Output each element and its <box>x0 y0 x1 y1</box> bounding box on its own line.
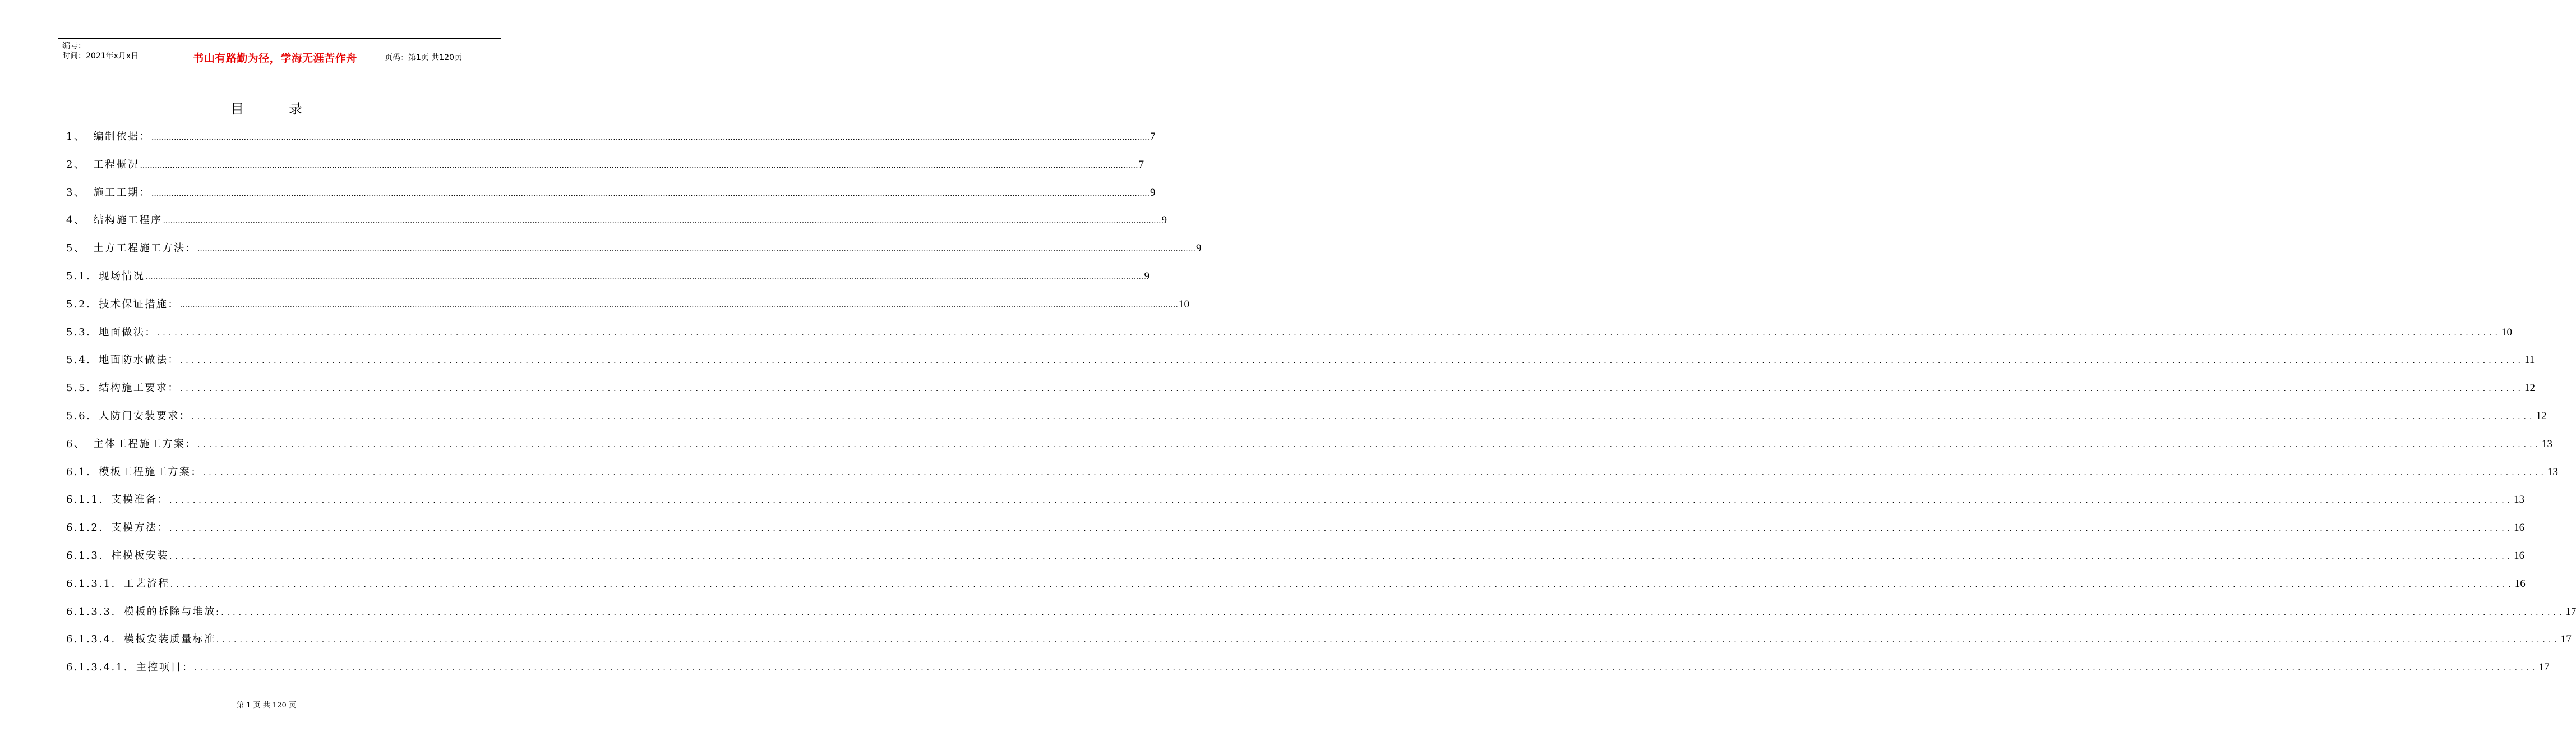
toc-entry-page: 13 <box>2514 494 2525 506</box>
toc-title-left: 目 <box>230 101 244 117</box>
toc-entry-title: 编制依据： <box>93 131 151 142</box>
toc-entry-number: 6.1.3.4. <box>66 633 116 646</box>
toc-entry[interactable] <box>66 489 2525 517</box>
toc-entry[interactable] <box>66 126 1156 154</box>
toc-entry-page: 17 <box>2560 633 2572 646</box>
toc-entry-title: 结构施工要求： <box>99 382 179 394</box>
toc-entry-page: 17 <box>2538 661 2550 674</box>
toc-entry[interactable] <box>66 461 2558 489</box>
toc-entry-page: 16 <box>2514 549 2525 562</box>
toc-entry-page: 7 <box>1150 131 1156 142</box>
toc-entry[interactable] <box>66 656 2550 684</box>
toc-entry[interactable] <box>66 349 2535 377</box>
toc-entry[interactable] <box>66 293 1189 321</box>
toc-entry-number: 6.1. <box>66 466 91 478</box>
toc-entry-number: 4、 <box>66 214 86 227</box>
toc-entry-number: 6.1.3. <box>66 549 104 562</box>
toc-entry-title: 主体工程施工方案： <box>93 438 197 450</box>
header-page-info: 页码：第1页 共120页 <box>385 53 463 62</box>
toc-entry[interactable] <box>66 377 2535 405</box>
toc-entry[interactable] <box>66 517 2525 545</box>
toc-entry[interactable] <box>66 628 2572 656</box>
toc-entry-number: 6、 <box>66 438 86 450</box>
toc-entry-number: 5、 <box>66 242 86 255</box>
toc-entry-page: 16 <box>2514 522 2525 534</box>
toc-entry-number: 6.1.1. <box>66 494 104 506</box>
toc-entry-title: 结构施工程序 <box>93 214 163 227</box>
toc-entry-page: 10 <box>2501 326 2512 338</box>
toc-entry-page: 12 <box>2536 410 2547 422</box>
toc-entry[interactable] <box>66 154 1144 182</box>
time-label: 时间：2021年x月x日 <box>62 52 139 61</box>
toc-entry[interactable] <box>66 182 1156 210</box>
toc-entry-page: 9 <box>1150 186 1156 199</box>
toc-entry-page: 16 <box>2514 577 2526 590</box>
toc-entry-number: 6.1.2. <box>66 522 104 534</box>
toc-entry[interactable] <box>66 405 2547 433</box>
toc-leader-dots: ................................................................................................................................................................................................................................................................................................................................................................................................................ <box>170 580 2514 589</box>
toc-leader-dots: ................................................................................................................................................................................................................................................................................................................................................................................................................ <box>221 608 2565 617</box>
toc-leader-dots: ................................................................................................................................................................................................................................................................................................................................................................................................................ <box>194 664 2538 673</box>
toc-leader-dots: ................................................................................................................................................................................................................................................................................................................................................................................................................ <box>151 188 1150 198</box>
toc-entry-title: 技术保证措施： <box>99 298 179 310</box>
page-header <box>58 38 501 76</box>
toc-entry-page: 12 <box>2524 382 2535 394</box>
toc-entry[interactable] <box>66 601 2576 629</box>
toc-entry[interactable] <box>66 237 1202 265</box>
toc-entry-number: 5.1. <box>66 270 91 282</box>
toc-entry[interactable] <box>66 433 2553 461</box>
toc-leader-dots: ................................................................................................................................................................................................................................................................................................................................................................................................................ <box>163 217 1161 226</box>
toc-leader-dots: ................................................................................................................................................................................................................................................................................................................................................................................................................ <box>179 356 2524 366</box>
toc-entry-number: 5.5. <box>66 382 91 394</box>
toc-entry-number: 6.1.3.4.1. <box>66 661 128 674</box>
toc-leader-dots: ................................................................................................................................................................................................................................................................................................................................................................................................................ <box>169 551 2514 561</box>
toc-entry-number: 5.3. <box>66 326 91 338</box>
toc-entry-page: 9 <box>1196 242 1202 255</box>
toc-entry[interactable] <box>66 209 1167 237</box>
table-of-contents <box>66 126 2576 684</box>
toc-entry-title: 柱模板安装 <box>111 549 169 562</box>
toc-entry-number: 5.4. <box>66 354 91 366</box>
toc-leader-dots: ................................................................................................................................................................................................................................................................................................................................................................................................................ <box>197 440 2542 449</box>
header-motto: 书山有路勤为径，学海无涯苦作舟 <box>170 39 380 76</box>
toc-leader-dots: ................................................................................................................................................................................................................................................................................................................................................................................................................ <box>191 412 2536 421</box>
page-footer: 第 1 页 共 120 页 <box>237 701 296 710</box>
toc-entry-page: 17 <box>2565 605 2576 618</box>
serial-label: 编号： <box>62 42 86 50</box>
toc-entry-page: 9 <box>1144 270 1149 282</box>
toc-entry-title: 施工工期： <box>93 186 151 199</box>
toc-leader-dots: ................................................................................................................................................................................................................................................................................................................................................................................................................ <box>202 468 2547 477</box>
header-meta <box>58 39 170 76</box>
toc-entry-number: 3、 <box>66 186 86 199</box>
toc-title <box>0 98 533 117</box>
toc-entry[interactable] <box>66 321 2512 350</box>
toc-entry-page: 7 <box>1138 158 1144 171</box>
toc-entry-number: 1、 <box>66 131 86 142</box>
toc-leader-dots: ................................................................................................................................................................................................................................................................................................................................................................................................................ <box>179 384 2524 394</box>
toc-entry-title: 人防门安装要求： <box>99 410 191 422</box>
toc-entry-title: 现场情况 <box>99 270 145 282</box>
toc-entry-title: 支模准备： <box>111 494 169 506</box>
toc-entry-title: 模板工程施工方案： <box>99 466 202 478</box>
toc-entry-title: 地面防水做法： <box>99 354 179 366</box>
toc-entry-title: 土方工程施工方法： <box>93 242 197 255</box>
toc-entry-title: 工艺流程 <box>123 577 170 590</box>
toc-entry-page: 11 <box>2524 354 2535 366</box>
toc-leader-dots: ................................................................................................................................................................................................................................................................................................................................................................................................................ <box>169 524 2514 534</box>
toc-entry-page: 13 <box>2547 466 2558 478</box>
toc-leader-dots: ................................................................................................................................................................................................................................................................................................................................................................................................................ <box>169 496 2514 505</box>
toc-title-right: 录 <box>289 101 302 117</box>
toc-leader-dots: ................................................................................................................................................................................................................................................................................................................................................................................................................ <box>197 245 1196 254</box>
toc-entry-number: 5.6. <box>66 410 91 422</box>
toc-entry-page: 13 <box>2542 438 2553 450</box>
toc-entry-title: 支模方法： <box>111 522 169 534</box>
toc-leader-dots: ................................................................................................................................................................................................................................................................................................................................................................................................................ <box>140 160 1138 170</box>
toc-entry-title: 地面做法： <box>99 326 156 338</box>
toc-leader-dots: ................................................................................................................................................................................................................................................................................................................................................................................................................ <box>145 272 1144 282</box>
toc-entry-page: 9 <box>1161 214 1167 227</box>
toc-entry-number: 6.1.3.1. <box>66 577 116 590</box>
toc-entry[interactable] <box>66 545 2525 573</box>
toc-entry-number: 5.2. <box>66 298 91 310</box>
toc-leader-dots: ................................................................................................................................................................................................................................................................................................................................................................................................................ <box>156 328 2501 338</box>
toc-entry-title: 模板的拆除与堆放: <box>123 605 221 618</box>
toc-leader-dots: ................................................................................................................................................................................................................................................................................................................................................................................................................ <box>216 636 2560 645</box>
toc-leader-dots: ................................................................................................................................................................................................................................................................................................................................................................................................................ <box>151 133 1150 142</box>
toc-entry-number: 6.1.3.3. <box>66 605 116 618</box>
toc-entry-number: 2、 <box>66 158 86 171</box>
toc-entry-page: 10 <box>1178 298 1189 310</box>
toc-entry-title: 主控项目： <box>136 661 194 674</box>
toc-entry[interactable] <box>66 573 2526 601</box>
toc-entry[interactable] <box>66 265 1149 293</box>
toc-entry-title: 工程概况 <box>93 158 140 171</box>
toc-leader-dots: ................................................................................................................................................................................................................................................................................................................................................................................................................ <box>179 300 1178 310</box>
toc-entry-title: 模板安装质量标准 <box>123 633 216 646</box>
